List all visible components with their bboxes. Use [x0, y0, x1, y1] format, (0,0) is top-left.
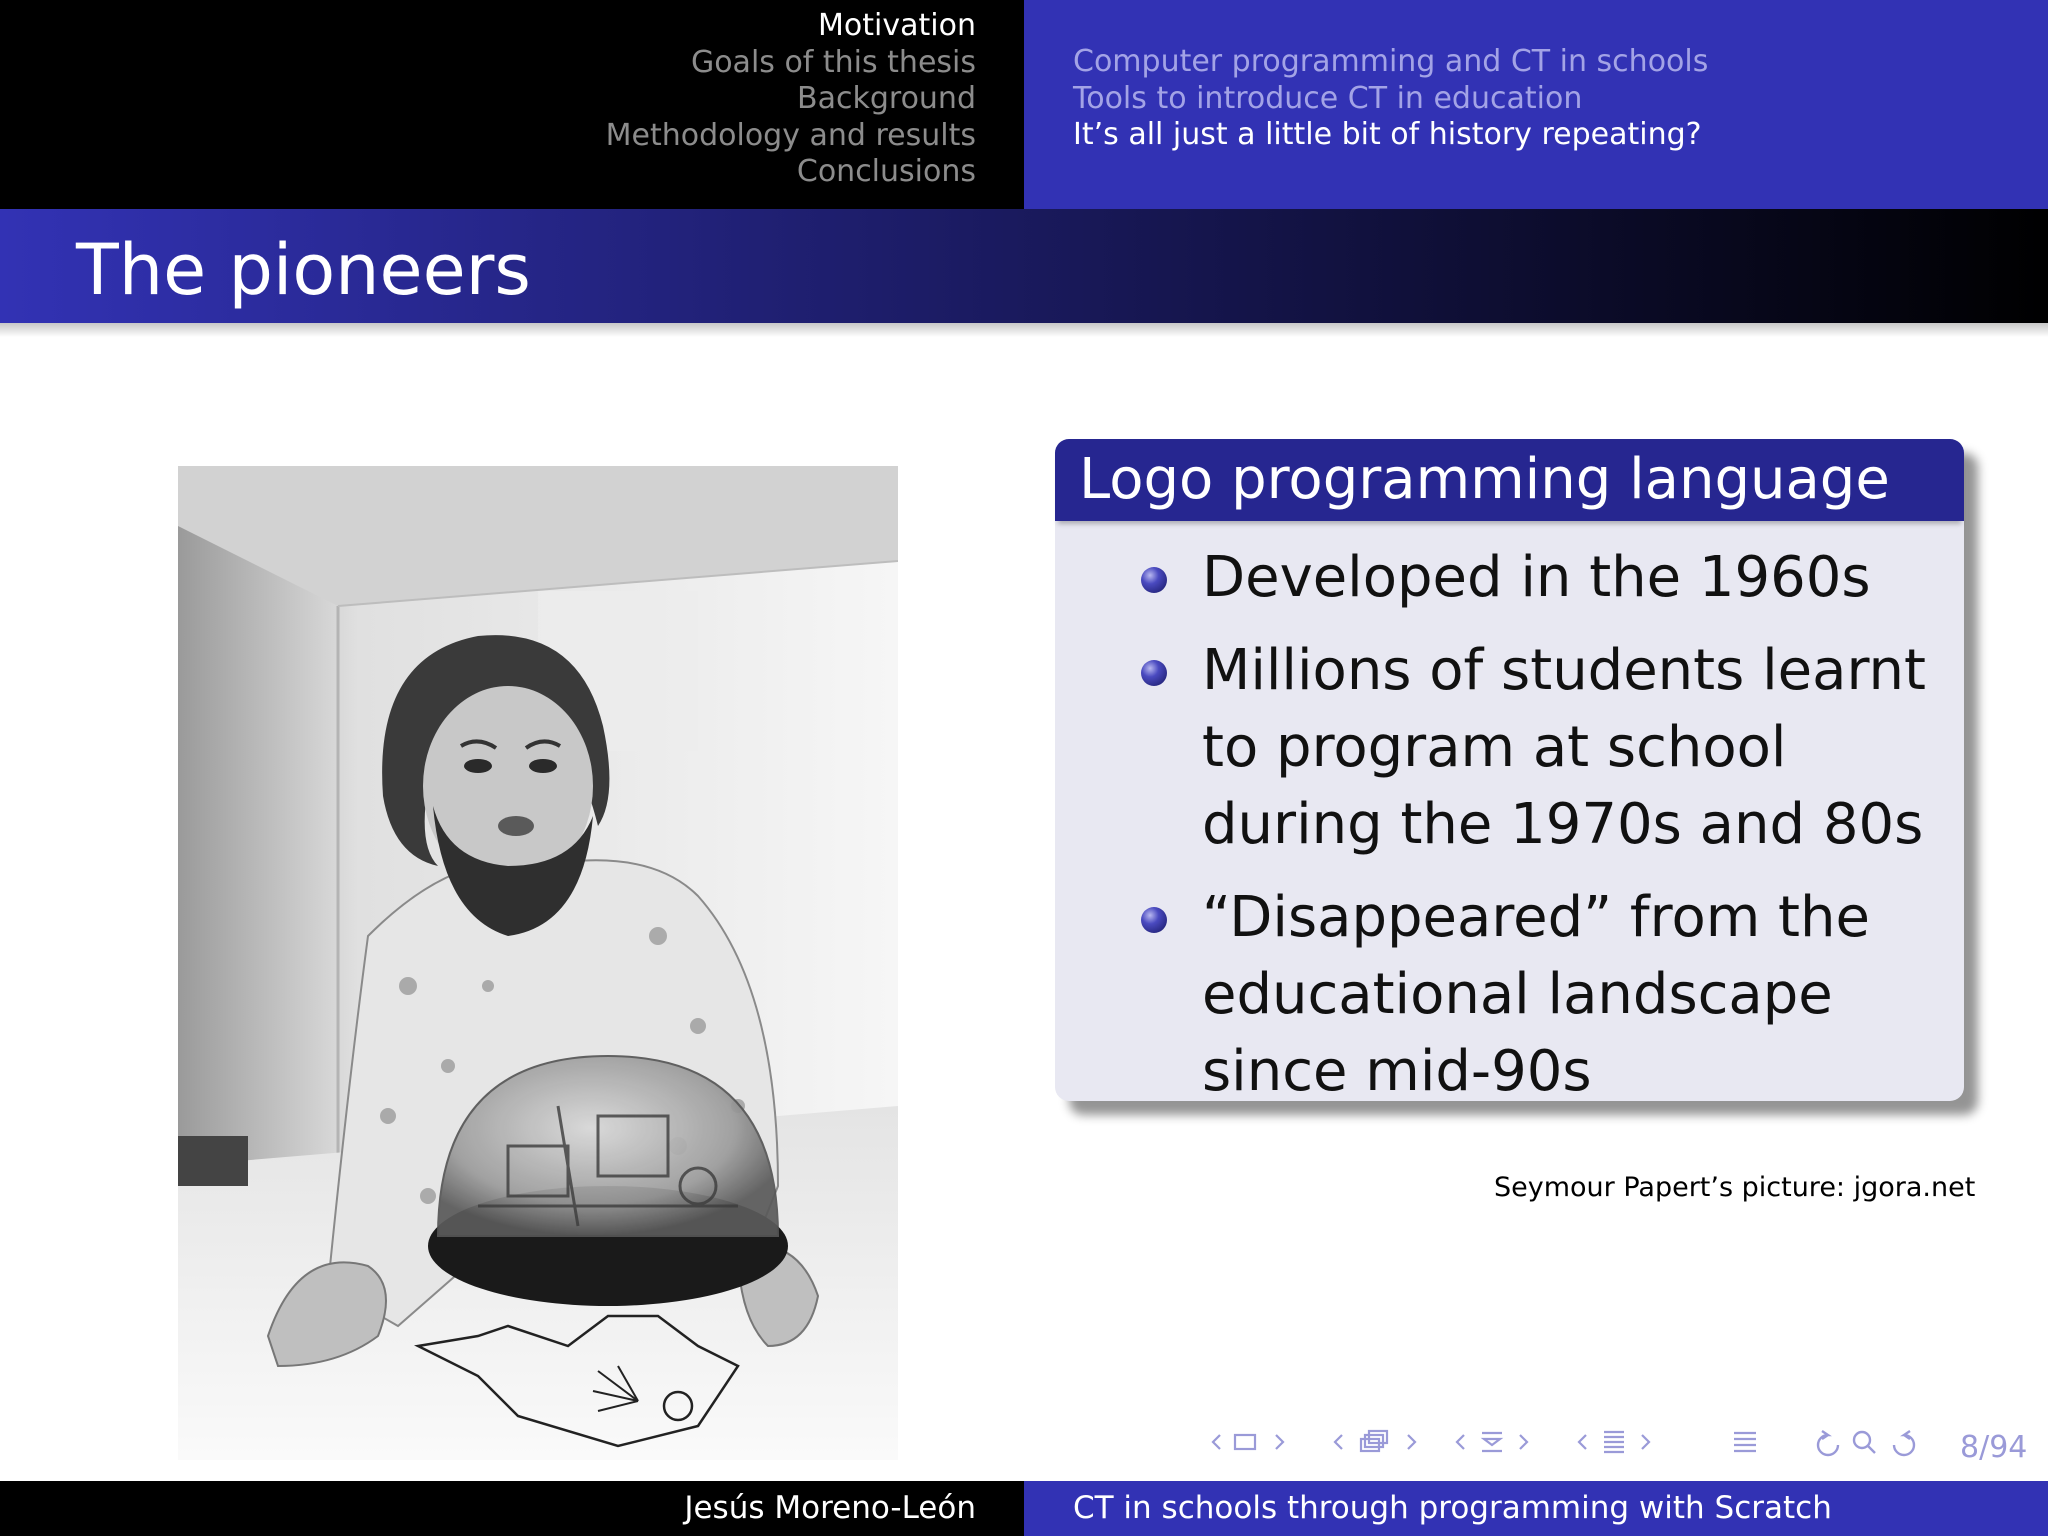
frame-title: The pioneers: [76, 229, 531, 311]
presentation-navigation-symbols: [1574, 1424, 1674, 1460]
nav-subsection-history[interactable]: It’s all just a little bit of history repeating?: [1073, 117, 1702, 152]
footer-talk-title: CT in schools through programming with Scratch: [1024, 1481, 2048, 1536]
next-section-icon: [1520, 1435, 1527, 1449]
nav-section-motivation[interactable]: Motivation: [818, 8, 976, 43]
nav-subsection-programming-ct[interactable]: Computer programming and CT in schools: [1073, 44, 1709, 79]
list-item-text: “Disappeared” from the educational landscape since mid-90s: [1202, 885, 1870, 1104]
section-navigation-symbols: [1452, 1424, 1552, 1460]
page-number: 8/94: [1960, 1430, 2028, 1465]
subsection-navigation: [1024, 0, 2048, 209]
frame-icon: [1235, 1435, 1255, 1449]
subsection-navigation-symbols: [1330, 1424, 1430, 1460]
search-navigation-symbols: [1812, 1424, 1922, 1460]
list-item-text: Developed in the 1960s: [1202, 545, 1871, 610]
section-navigation: [0, 0, 1024, 209]
title-shadow: [0, 323, 2048, 337]
next-subsection-icon: [1408, 1435, 1415, 1449]
bullet-icon: [1141, 660, 1167, 686]
bullet-icon: [1141, 907, 1167, 933]
nav-section-goals[interactable]: Goals of this thesis: [690, 44, 976, 80]
prev-subsection-icon: [1335, 1435, 1342, 1449]
frame-title-bar: [0, 209, 2048, 323]
next-frame-icon: [1276, 1435, 1283, 1449]
frame-navigation: [1208, 1424, 1298, 1460]
section-icon: [1482, 1433, 1502, 1451]
bullet-icon: [1141, 567, 1167, 593]
prev-section-icon: [1457, 1435, 1464, 1449]
nav-section-methodology[interactable]: Methodology and results: [605, 117, 976, 153]
logo-block: [1055, 439, 1964, 1104]
seymour-papert-photo: [178, 466, 898, 1460]
back-search-icon: [1818, 1431, 1838, 1455]
nav-subsection-tools[interactable]: Tools to introduce CT in education: [1073, 80, 1583, 116]
prev-frame-icon: [1213, 1435, 1220, 1449]
list-item: [1055, 879, 1954, 1110]
footer-author: Jesús Moreno-León: [0, 1481, 1024, 1536]
list-item-text: Millions of students learnt to program at school during the 1970s and 80s: [1202, 638, 1926, 857]
subsection-icon: [1361, 1431, 1387, 1451]
block-title: Logo programming language: [1055, 439, 1964, 521]
forward-search-icon: [1894, 1431, 1914, 1455]
nav-section-conclusions[interactable]: Conclusions: [796, 154, 976, 189]
photo-credit: Seymour Papert’s picture: jgora.net: [1494, 1172, 1976, 1203]
list-item: [1055, 632, 1954, 863]
document-icon[interactable]: [1730, 1424, 1760, 1460]
search-icon: [1854, 1432, 1875, 1453]
nav-section-background[interactable]: Background: [797, 81, 976, 116]
list-item: [1055, 539, 1954, 616]
block-bullet-list: [1055, 521, 1964, 1110]
